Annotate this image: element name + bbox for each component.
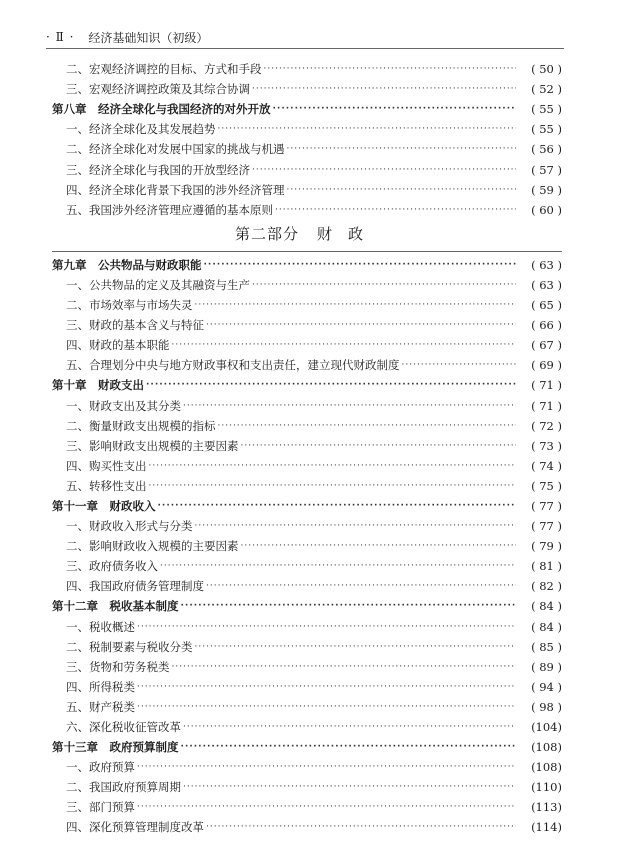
toc-section-row[interactable] bbox=[52, 272, 562, 292]
toc-section-row[interactable] bbox=[52, 332, 562, 352]
toc-entry-title: 一、税收概述 bbox=[66, 619, 135, 634]
toc-entry-title: 第十章 财政支出 bbox=[52, 378, 144, 393]
toc-entry-title: 一、经济全球化及其发展趋势 bbox=[66, 122, 216, 137]
toc-entry-title: 一、财政收入形式与分类 bbox=[66, 519, 193, 534]
dot-leader bbox=[252, 82, 516, 96]
toc-entry-title: 四、所得税类 bbox=[66, 679, 135, 694]
toc-section-row[interactable] bbox=[52, 156, 562, 176]
toc-entry-title: 五、财产税类 bbox=[66, 699, 135, 714]
page-number: · Ⅱ · bbox=[46, 30, 75, 44]
toc-entry-title: 一、公共物品的定义及其融资与生产 bbox=[66, 277, 250, 292]
toc-page-number: ( 59 ) bbox=[531, 182, 562, 197]
toc-page-number: ( 73 ) bbox=[531, 438, 562, 453]
toc-section-row[interactable] bbox=[52, 177, 562, 197]
toc-page-number: ( 98 ) bbox=[531, 699, 562, 714]
toc-page-number: ( 71 ) bbox=[531, 378, 562, 393]
dot-leader bbox=[172, 660, 517, 674]
dot-leader bbox=[275, 203, 516, 217]
toc-entry-title: 二、税制要素与税收分类 bbox=[66, 639, 193, 654]
dot-leader bbox=[149, 459, 517, 473]
toc-entry-title: 第十一章 财政收入 bbox=[52, 498, 156, 513]
toc-section-row[interactable] bbox=[52, 312, 562, 332]
dot-leader bbox=[287, 183, 517, 197]
toc-section-row[interactable] bbox=[52, 473, 562, 493]
toc-entry-title: 三、经济全球化与我国的开放型经济 bbox=[66, 162, 250, 177]
dot-leader bbox=[146, 378, 516, 392]
table-of-contents bbox=[52, 56, 562, 834]
toc-block-part-two bbox=[52, 252, 562, 835]
toc-entry-title: 五、合理划分中央与地方财政事权和支出责任，建立现代财政制度 bbox=[66, 358, 400, 373]
toc-section-row[interactable] bbox=[52, 674, 562, 694]
toc-page-number: ( 84 ) bbox=[531, 599, 562, 614]
toc-block-part-one bbox=[52, 56, 562, 217]
dot-leader bbox=[181, 599, 517, 613]
toc-page-number: ( 71 ) bbox=[531, 398, 562, 413]
toc-page-number: (108) bbox=[531, 760, 562, 775]
toc-page-number: ( 81 ) bbox=[531, 559, 562, 574]
toc-page-number: ( 85 ) bbox=[531, 639, 562, 654]
dot-leader bbox=[204, 258, 517, 272]
toc-section-row[interactable] bbox=[52, 76, 562, 96]
toc-section-row[interactable] bbox=[52, 453, 562, 473]
toc-section-row[interactable] bbox=[52, 413, 562, 433]
book-title: 经济基础知识（初级） bbox=[88, 30, 209, 45]
dot-leader bbox=[181, 740, 517, 754]
toc-entry-title: 四、财政的基本职能 bbox=[66, 338, 170, 353]
toc-chapter-row[interactable] bbox=[52, 96, 562, 116]
toc-entry-title: 二、影响财政收入规模的主要因素 bbox=[66, 539, 239, 554]
toc-page-number: ( 75 ) bbox=[531, 478, 562, 493]
dot-leader bbox=[137, 800, 516, 814]
dot-leader bbox=[137, 700, 516, 714]
toc-chapter-row[interactable] bbox=[52, 372, 562, 392]
toc-chapter-row[interactable] bbox=[52, 493, 562, 513]
toc-section-row[interactable] bbox=[52, 794, 562, 814]
dot-leader bbox=[137, 620, 516, 634]
toc-entry-title: 一、财政支出及其分类 bbox=[66, 398, 181, 413]
dot-leader bbox=[195, 519, 517, 533]
toc-page-number: ( 94 ) bbox=[531, 679, 562, 694]
dot-leader bbox=[218, 122, 517, 136]
dot-leader bbox=[183, 720, 516, 734]
toc-page-number: ( 57 ) bbox=[531, 162, 562, 177]
toc-page-number: ( 74 ) bbox=[531, 458, 562, 473]
toc-page-number: ( 79 ) bbox=[531, 539, 562, 554]
toc-section-row[interactable] bbox=[52, 56, 562, 76]
toc-entry-title: 二、衡量财政支出规模的指标 bbox=[66, 418, 216, 433]
toc-entry-title: 第十三章 政府预算制度 bbox=[52, 740, 179, 755]
dot-leader bbox=[402, 358, 517, 372]
dot-leader bbox=[206, 820, 516, 834]
toc-chapter-row[interactable] bbox=[52, 734, 562, 754]
dot-leader bbox=[149, 479, 517, 493]
toc-chapter-row[interactable] bbox=[52, 593, 562, 613]
toc-section-row[interactable] bbox=[52, 634, 562, 654]
toc-section-row[interactable] bbox=[52, 392, 562, 412]
toc-entry-title: 四、我国政府债务管理制度 bbox=[66, 579, 204, 594]
dot-leader bbox=[264, 62, 517, 76]
toc-entry-title: 三、部门预算 bbox=[66, 800, 135, 815]
toc-section-row[interactable] bbox=[52, 774, 562, 794]
part-name: 财政 bbox=[317, 225, 380, 244]
toc-page-number: ( 77 ) bbox=[531, 498, 562, 513]
toc-page-number: ( 82 ) bbox=[531, 579, 562, 594]
toc-section-row[interactable] bbox=[52, 533, 562, 553]
dot-leader bbox=[218, 419, 517, 433]
toc-page-number: ( 89 ) bbox=[531, 659, 562, 674]
toc-page-number: ( 56 ) bbox=[531, 142, 562, 157]
toc-section-row[interactable] bbox=[52, 613, 562, 633]
toc-page-number: ( 52 ) bbox=[531, 82, 562, 97]
dot-leader bbox=[206, 318, 516, 332]
dot-leader bbox=[160, 559, 516, 573]
toc-section-row[interactable] bbox=[52, 433, 562, 453]
toc-section-row[interactable] bbox=[52, 553, 562, 573]
toc-section-row[interactable] bbox=[52, 513, 562, 533]
toc-page-number: (113) bbox=[531, 800, 562, 815]
toc-entry-title: 四、深化预算管理制度改革 bbox=[66, 820, 204, 835]
toc-page-number: ( 50 ) bbox=[531, 62, 562, 77]
dot-leader bbox=[195, 640, 517, 654]
toc-section-row[interactable] bbox=[52, 654, 562, 674]
toc-section-row[interactable] bbox=[52, 352, 562, 372]
toc-entry-title: 三、宏观经济调控政策及其综合协调 bbox=[66, 82, 250, 97]
toc-page-number: (108) bbox=[531, 740, 562, 755]
dot-leader bbox=[158, 499, 517, 513]
toc-section-row[interactable] bbox=[52, 136, 562, 156]
dot-leader bbox=[137, 680, 516, 694]
dot-leader bbox=[206, 579, 516, 593]
toc-section-row[interactable] bbox=[52, 714, 562, 734]
toc-page-number: ( 69 ) bbox=[531, 358, 562, 373]
toc-page-number: ( 66 ) bbox=[531, 318, 562, 333]
dot-leader bbox=[287, 142, 517, 156]
toc-entry-title: 二、宏观经济调控的目标、方式和手段 bbox=[66, 62, 262, 77]
toc-section-row[interactable] bbox=[52, 292, 562, 312]
toc-page-number: (114) bbox=[531, 820, 562, 835]
part-label: 第二部分 bbox=[234, 225, 299, 244]
dot-leader bbox=[137, 760, 516, 774]
toc-section-row[interactable] bbox=[52, 116, 562, 136]
dot-leader bbox=[183, 399, 516, 413]
toc-entry-title: 三、货物和劳务税类 bbox=[66, 659, 170, 674]
toc-page-number: ( 67 ) bbox=[531, 338, 562, 353]
toc-entry-title: 第十二章 税收基本制度 bbox=[52, 599, 179, 614]
toc-entry-title: 第八章 经济全球化与我国经济的对外开放 bbox=[52, 102, 271, 117]
toc-section-row[interactable] bbox=[52, 694, 562, 714]
toc-entry-title: 二、经济全球化对发展中国家的挑战与机遇 bbox=[66, 142, 285, 157]
toc-page-number: ( 72 ) bbox=[531, 418, 562, 433]
toc-section-row[interactable] bbox=[52, 573, 562, 593]
toc-page-number: ( 63 ) bbox=[531, 277, 562, 292]
toc-entry-title: 一、政府预算 bbox=[66, 760, 135, 775]
running-header bbox=[46, 26, 564, 49]
toc-entry-title: 二、我国政府预算周期 bbox=[66, 780, 181, 795]
toc-page-number: ( 65 ) bbox=[531, 298, 562, 313]
toc-page-number: ( 60 ) bbox=[531, 202, 562, 217]
toc-chapter-row[interactable] bbox=[52, 252, 562, 272]
dot-leader bbox=[172, 338, 517, 352]
toc-entry-title: 四、购买性支出 bbox=[66, 458, 147, 473]
toc-section-row[interactable] bbox=[52, 814, 562, 834]
toc-entry-title: 五、我国涉外经济管理应遵循的基本原则 bbox=[66, 202, 273, 217]
toc-page-number: (104) bbox=[531, 720, 562, 734]
toc-page-number: (110) bbox=[531, 780, 562, 795]
toc-page-number: ( 55 ) bbox=[531, 102, 562, 117]
toc-section-row[interactable] bbox=[52, 754, 562, 774]
toc-entry-title: 三、财政的基本含义与特征 bbox=[66, 318, 204, 333]
dot-leader bbox=[183, 780, 516, 794]
toc-entry-title: 四、经济全球化背景下我国的涉外经济管理 bbox=[66, 182, 285, 197]
toc-page-number: ( 63 ) bbox=[531, 257, 562, 272]
dot-leader bbox=[241, 439, 517, 453]
toc-entry-title: 六、深化税收征管改革 bbox=[66, 720, 181, 734]
toc-entry-title: 二、市场效率与市场失灵 bbox=[66, 298, 193, 313]
dot-leader bbox=[273, 102, 517, 116]
toc-entry-title: 三、影响财政支出规模的主要因素 bbox=[66, 438, 239, 453]
toc-page-number: ( 84 ) bbox=[531, 619, 562, 634]
toc-entry-title: 三、政府债务收入 bbox=[66, 559, 158, 574]
toc-entry-title: 第九章 公共物品与财政职能 bbox=[52, 257, 202, 272]
dot-leader bbox=[195, 298, 517, 312]
toc-section-row[interactable] bbox=[52, 197, 562, 217]
toc-entry-title: 五、转移性支出 bbox=[66, 478, 147, 493]
toc-page-number: ( 55 ) bbox=[531, 122, 562, 137]
toc-page-number: ( 77 ) bbox=[531, 519, 562, 534]
dot-leader bbox=[252, 163, 516, 177]
dot-leader bbox=[252, 278, 516, 292]
dot-leader bbox=[241, 539, 517, 553]
part-heading bbox=[52, 217, 562, 251]
